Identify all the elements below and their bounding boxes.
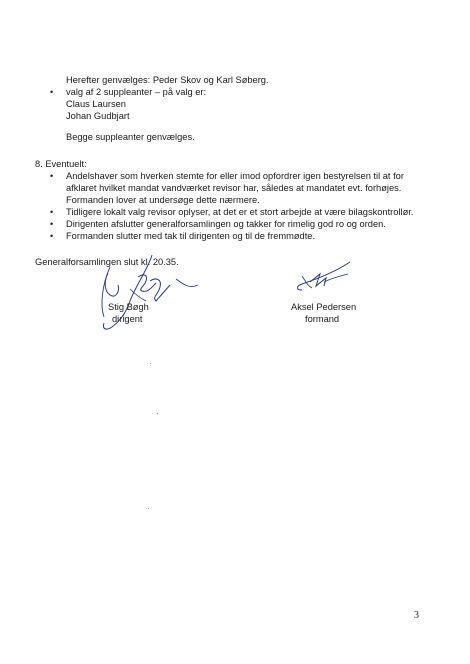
item-1-line-3: Formanden lover at undersøge dette nærmere. — [66, 195, 260, 205]
substitutes-reelected-line: Begge suppleanter genvælges. — [66, 132, 195, 142]
handwritten-signature-right — [290, 258, 362, 298]
handwritten-signature-left — [90, 255, 210, 335]
bullet-icon: • — [50, 87, 54, 97]
item-4-line-1: Formanden slutter med tak til dirigenten og til de fremmødte. — [66, 231, 316, 241]
right-signatory-role: formand — [305, 314, 340, 324]
substitute-name-1: Claus Laursen — [66, 99, 126, 109]
item-1-line-2: afklaret hvilket mandat vandværket revisor har, således at mandatet evt. forhøjes. — [66, 183, 402, 193]
right-signatory-name: Aksel Pedersen — [291, 302, 357, 312]
bullet-icon: • — [50, 231, 54, 241]
scan-speck — [157, 413, 158, 414]
section-heading: 8. Eventuelt: — [35, 159, 87, 169]
left-signatory-role: dirigent — [112, 314, 143, 324]
scan-speck — [150, 363, 151, 364]
reelected-line: Herefter genvælges: Peder Skov og Karl Søberg. — [66, 75, 269, 85]
page-number: 3 — [414, 610, 419, 621]
item-3-line-1: Dirigenten afslutter generalforsamlingen og takker for rimelig god ro og orden. — [66, 219, 386, 229]
left-signatory-name: Stig Bøgh — [108, 302, 149, 312]
substitute-name-2: Johan Gudbjart — [66, 111, 130, 121]
bullet-icon: • — [50, 171, 54, 181]
item-2-line-1: Tidligere lokalt valg revisor oplyser, at det er et stort arbejde at være bilagskontrollør. — [66, 207, 414, 217]
substitutes-line: valg af 2 suppleanter – på valg er: — [66, 87, 207, 97]
closing-line: Generalforsamlingen slut kl. 20.35. — [35, 257, 179, 267]
scan-speck — [148, 508, 149, 509]
item-1-line-1: Andelshaver som hverken stemte for eller imod opfordrer igen bestyrelsen til at for — [66, 171, 404, 181]
bullet-icon: • — [50, 219, 54, 229]
bullet-icon: • — [50, 207, 54, 217]
